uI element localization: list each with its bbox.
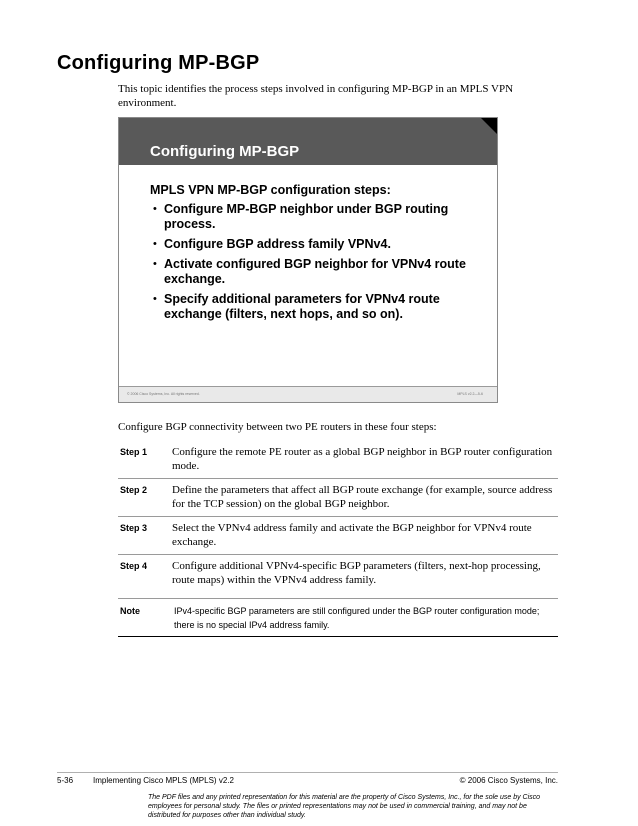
step-list [118, 441, 558, 592]
bullet-icon: • [153, 203, 157, 215]
step-row [118, 517, 558, 555]
slide-bullet-text: Specify additional parameters for VPNv4 route exchange (filters, next hops, and so on). [164, 292, 440, 321]
step-label: Step 3 [120, 523, 148, 533]
step-label: Step 4 [120, 561, 148, 571]
legal-notice: The PDF files and any printed representation for this material are the property of Cisco Systems, Inc., for the sole use by Cisco employees for personal study. The files or printed representations may not be used in commercial training, and may not be distributed for purposes other than individual study. [148, 794, 541, 819]
note-box [118, 598, 558, 637]
slide-lead: MPLS VPN MP-BGP configuration steps: [150, 183, 391, 197]
slide-footer-copyright: © 2006 Cisco Systems, Inc. All rights reserved. [127, 392, 200, 396]
slide-bullet-item [150, 292, 485, 322]
course-title: Implementing Cisco MPLS (MPLS) v2.2 [93, 776, 234, 785]
slide-bullet-text: Activate configured BGP neighbor for VPNv4 route exchange. [164, 257, 466, 286]
slide-bullet-item [150, 257, 485, 287]
bullet-icon: • [153, 293, 157, 305]
slide-body [150, 183, 485, 327]
slide-bullet-item [150, 237, 485, 252]
step-label: Step 1 [120, 447, 148, 457]
footer-divider [57, 772, 558, 773]
bullet-icon: • [153, 238, 157, 250]
step-text: Define the parameters that affect all BGP route exchange (for example, source address for the TCP session) on the global BGP neighbor. [172, 484, 553, 510]
slide-footer-id: MPLS v2.2—5-6 [457, 392, 483, 396]
step-row [118, 479, 558, 517]
step-text: Configure additional VPNv4-specific BGP parameters (filters, next-hop processing, route maps) within the VPNv4 address family. [172, 560, 541, 586]
slide-title: Configuring MP-BGP [150, 143, 300, 160]
slide-footer [119, 386, 497, 402]
slide-bullet-text: Configure BGP address family VPNv4. [164, 237, 391, 251]
slide-bullet-item [150, 202, 485, 232]
page-number: 5-36 [57, 776, 74, 785]
step-row [118, 441, 558, 479]
footer-copyright: © 2006 Cisco Systems, Inc. [459, 776, 558, 785]
step-label: Step 2 [120, 485, 148, 495]
note-label: Note [120, 606, 140, 616]
slide-bullet-list [150, 202, 485, 322]
bullet-icon: • [153, 258, 157, 270]
steps-intro: Configure BGP connectivity between two PE routers in these four steps: [118, 421, 437, 433]
slide-bullet-text: Configure MP-BGP neighbor under BGP routing process. [164, 202, 449, 231]
step-text: Select the VPNv4 address family and activate the BGP neighbor for VPNv4 route exchange. [172, 522, 532, 548]
step-text: Configure the remote PE router as a global BGP neighbor in BGP router configuration mode. [172, 446, 553, 472]
page-title: Configuring MP-BGP [57, 52, 260, 74]
intro-text: This topic identifies the process steps involved in configuring MP-BGP in an MPLS VPN environment. [118, 83, 514, 109]
slide-figure [118, 117, 498, 403]
step-row [118, 555, 558, 592]
note-text: IPv4-specific BGP parameters are still configured under the BGP router configuration mode; there is no special IPv4 address family. [174, 606, 540, 630]
slide-corner-triangle-icon [481, 118, 497, 134]
